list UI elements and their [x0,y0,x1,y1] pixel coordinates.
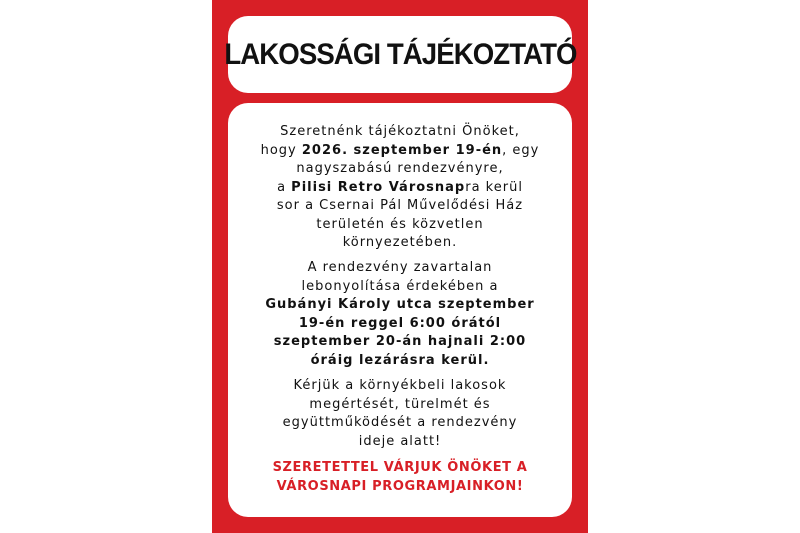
event-date: 2026. szeptember 19-én [301,142,503,158]
title-box [223,16,577,93]
street-closure-details: Gubányi Károly utca szeptember 19-én reggel 6:00 órától szeptember 20-án hajnali 2:00 óráig lezárásra kerül. [265,297,535,368]
request-paragraph: Kérjük a környékbeli lakosok megértését, türelmét és együttműködését a rendezvény ideje alatt! [282,378,518,449]
intro-text-2: , egy nagyszabású rendezvényre, a [277,142,540,195]
notice-body [228,103,572,517]
poster-title: LAKOSSÁGI TÁJÉKOZTATÓ [223,37,577,71]
event-name: Pilisi Retro Városnap [291,179,466,195]
closure-text: A rendezvény zavartalan lebonyolítása érdekében a [301,260,499,294]
closing-invitation: SZERETETTEL VÁRJUK ÖNÖKET A VÁROSNAPI PROGRAMJAINKON! [272,460,528,494]
intro-paragraph [242,123,558,253]
notice-poster [212,0,588,533]
closure-paragraph [242,259,558,370]
intro-text-1: Szeretnénk tájékoztatni Önöket, hogy [260,124,520,158]
intro-text-3: ra kerül sor a Csernai Pál Művelődési Ház területén és közvetlen környezetében. [276,179,524,250]
